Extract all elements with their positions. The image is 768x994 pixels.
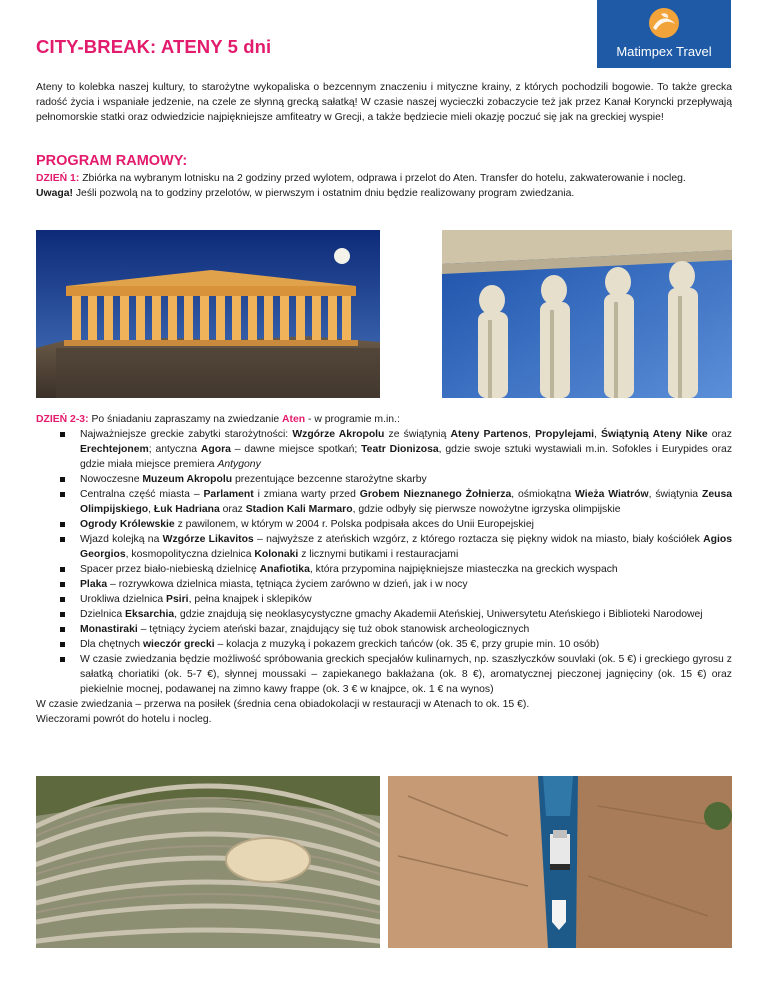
item-text: oraz <box>711 429 732 440</box>
company-logo <box>597 0 731 68</box>
item-keyword: Kolonaki <box>254 549 299 560</box>
item-text: , gdzie znajdują się neoklasycystyczne gmachy Akademii Ateńskiej, Uniwersytetu Ateńskiego i Biblioteki Narodowej <box>174 609 703 620</box>
item-text: – kolacja z muzyką i pokazem greckich tańców (ok. 35 €, przy grupie min. 10 osób) <box>217 639 600 650</box>
day1-text: Zbiórka na wybranym lotnisku na 2 godziny przed wylotem, odprawa i przelot do Aten. Transfer do hotelu, zakwaterowanie i nocleg. <box>82 173 686 184</box>
item-text: Wjazd kolejką na <box>80 534 160 545</box>
item-text: , <box>528 429 531 440</box>
item-keyword: Stadion Kali Marmaro <box>245 504 353 515</box>
item-text: W czasie zwiedzania będzie możliwość spróbowania greckich specjałów kulinarnych, np. szaszłyczków souvlaki (ok. 5 €) i greckiego gyrosu z sałatką choriatiki (ok. 5-7 €), słynnej moussaki – zapiekanego bakłażana (ok. 8 €), aromatycznej pieczonej jagnięciny (ok. 15 €) oraz piekielnie mocnej, podawanej na zimno kawy frappe (ok. 3 € w knajpce, ok. 1 € na wynos) <box>80 654 732 695</box>
item-text: – dawne miejsce spotkań; <box>234 444 358 455</box>
day2-intro-text: Po śniadaniu zapraszamy na zwiedzanie <box>91 414 280 425</box>
parthenon-illustration <box>36 230 380 398</box>
item-text: , ośmiokątna <box>511 489 572 500</box>
day1-label: DZIEŃ 1: <box>36 173 80 184</box>
meal-break-text: W czasie zwiedzania – przerwa na posiłek (średnia cena obiadokolacji w restauracji w Atenach to ok. 15 €). <box>36 699 530 710</box>
list-item <box>80 427 732 472</box>
item-text: Najważniejsze greckie zabytki starożytności: <box>80 429 289 440</box>
photo-amphitheatre <box>36 776 380 948</box>
list-item <box>80 652 732 697</box>
item-keyword: Świątynią Ateny Nike <box>601 429 708 440</box>
caryatids-illustration <box>442 230 732 398</box>
photo-parthenon <box>36 230 380 398</box>
intro-paragraph: Ateny to kolebka naszej kultury, to starożytne wykopaliska o bezcennym znaczeniu i mityczne krainy, z których pochodzili bogowie. To także grecka radość życia i wspaniałe jedzenie, na czele ze słynną grecką sałatką! W czasie naszej wycieczki zobaczycie też jak przez Kanał Koryncki przepływają pełnomorskie statki oraz odwiedzicie najpiękniejsze amfiteatry w Grecji, a także będziecie mieli okazję poczuć się jak na greckiej wyspie! <box>36 82 732 123</box>
day1-note <box>36 186 732 201</box>
item-keyword: Propylejami <box>535 429 594 440</box>
item-text: ze świątynią <box>388 429 447 440</box>
list-item <box>80 592 732 607</box>
item-keyword: Muzeum Akropolu <box>142 474 233 485</box>
item-italic: Antygony <box>217 459 261 470</box>
item-keyword: Agios Georgios <box>80 534 733 560</box>
photo-corinth-canal <box>388 776 732 948</box>
list-item <box>80 532 732 562</box>
item-keyword: Grobem Nieznanego Żołnierza <box>359 489 512 500</box>
list-item <box>80 562 732 577</box>
item-keyword: Wzgórze Akropolu <box>292 429 385 440</box>
list-item <box>80 607 732 622</box>
item-keyword: Monastiraki <box>80 624 138 635</box>
item-keyword: wieczór grecki <box>142 639 215 650</box>
item-text: , która przypomina najpiękniejsze miasteczka na greckich wyspach <box>309 564 618 575</box>
logo-brand-name: Matimpex Travel <box>616 44 712 59</box>
item-text: i zmiana warty przed <box>257 489 356 500</box>
list-item <box>80 517 732 532</box>
item-keyword: Agora <box>200 444 231 455</box>
program-heading: PROGRAM RAMOWY: <box>36 153 188 169</box>
item-text: – najwyższe z ateńskich wzgórz, z którego roztacza się piękny widok na miasto, biały kościółek <box>257 534 700 545</box>
item-keyword: Wieża Wiatrów <box>575 489 649 500</box>
day1-note-text: Jeśli pozwolą na to godziny przelotów, w pierwszym i ostatnim dniu będzie realizowany program zwiedzania. <box>75 188 575 199</box>
amphitheatre-illustration <box>36 776 380 948</box>
item-keyword: Ogrody Królewskie <box>80 519 175 530</box>
item-text: , gdzie swoje sztuki wystawiali m.in. Sofokles i Eurypides oraz gdzie miała miejsce premiera <box>80 444 733 470</box>
day1-note-label: Uwaga! <box>36 188 73 199</box>
day2-city: Aten <box>282 414 306 425</box>
list-item <box>80 487 732 517</box>
item-keyword: Zeusa Olimpijskiego <box>80 489 732 515</box>
item-keyword: Wzgórze Likavitos <box>162 534 254 545</box>
sightseeing-list <box>36 427 732 697</box>
page-title: CITY-BREAK: ATENY 5 dni <box>36 36 272 57</box>
item-keyword: Anafiotika <box>259 564 310 575</box>
item-text: , gdzie odbyły się pierwsze nowożytne igrzyska olimpijskie <box>352 504 621 515</box>
item-text: , <box>593 429 597 440</box>
day2-label: DZIEŃ 2-3: <box>36 414 89 425</box>
item-text: oraz <box>222 504 243 515</box>
item-text: – rozrywkowa dzielnica miasta, tętniąca życiem zarówno w dzień, jak i w nocy <box>110 579 468 590</box>
list-item <box>80 622 732 637</box>
item-keyword: Psiri <box>166 594 189 605</box>
item-keyword: Teatr Dionizosa <box>361 444 439 455</box>
logo-sun-icon <box>647 6 681 40</box>
list-item <box>80 472 732 487</box>
item-keyword: Łuk Hadriana <box>153 504 220 515</box>
list-item <box>80 637 732 652</box>
item-text: z licznymi butikami i restauracjami <box>301 549 459 560</box>
item-keyword: Parlament <box>203 489 254 500</box>
day1-section <box>36 171 732 201</box>
item-text: , kosmopolityczna dzielnica <box>125 549 252 560</box>
corinth-canal-illustration <box>388 776 732 948</box>
item-keyword: Plaka <box>80 579 108 590</box>
item-text: – tętniący życiem ateński bazar, znajdujący się tuż obok stanowisk archeologicznych <box>140 624 530 635</box>
list-item <box>80 577 732 592</box>
item-keyword: Ateny Partenos <box>450 429 529 440</box>
item-text: prezentujące bezcenne starożytne skarby <box>234 474 427 485</box>
item-text: , świątynia <box>648 489 699 500</box>
item-text: Spacer przez biało-niebieską dzielnicę <box>80 564 257 575</box>
day2-intro-tail: - w programie m.in.: <box>308 414 400 425</box>
item-text: Centralna część miasta – <box>80 489 200 500</box>
item-text: z pawilonem, w którym w 2004 r. Polska podpisała akces do Unii Europejskiej <box>177 519 534 530</box>
item-text: , pełna knajpek i sklepików <box>188 594 312 605</box>
day1-paragraph <box>36 171 732 186</box>
item-keyword: Eksarchia <box>125 609 175 620</box>
day2-section <box>36 412 732 727</box>
item-text: Urokliwa dzielnica <box>80 594 164 605</box>
item-text: Nowoczesne <box>80 474 140 485</box>
item-text: , <box>148 504 152 515</box>
photo-caryatids <box>442 230 732 398</box>
item-text: Dzielnica <box>80 609 123 620</box>
item-text: ; antyczna <box>148 444 198 455</box>
item-text: Dla chętnych <box>80 639 141 650</box>
item-keyword: Erechtejonem <box>80 444 149 455</box>
day2-intro <box>36 412 732 427</box>
evening-return-text: Wieczorami powrót do hotelu i nocleg. <box>36 714 212 725</box>
